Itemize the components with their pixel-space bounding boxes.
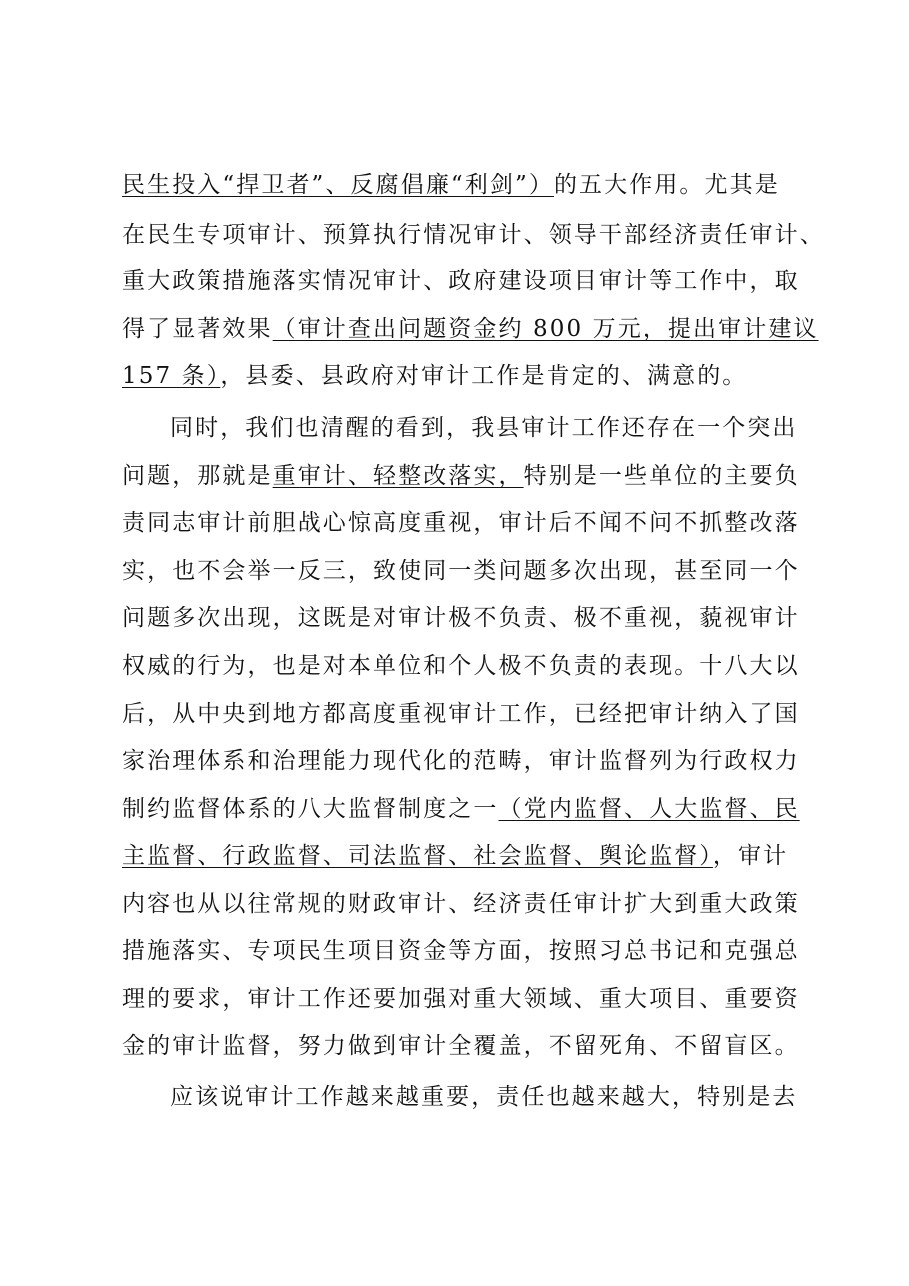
text-line: 内容也从以往常规的财政审计、经济责任审计扩大到重大政策 xyxy=(122,891,800,917)
text-line: 理的要求，审计工作还要加强对重大领域、重大项目、重要资 xyxy=(122,986,800,1012)
paragraph-first-line: 同时，我们也清醒的看到，我县审计工作还存在一个突出 xyxy=(170,415,798,441)
text-line: 主监督、行政监督、司法监督、社会监督、舆论监督），审计 xyxy=(122,843,789,869)
text-line: 后，从中央到地方都高度重视审计工作，已经把审计纳入了国 xyxy=(122,701,800,727)
text-line: 问题，那就是重审计、轻整改落实，特别是一些单位的主要负 xyxy=(122,463,800,489)
underlined-text: 主监督、行政监督、司法监督、社会监督、舆论监督） xyxy=(122,843,713,869)
underlined-text: 民生投入“捍卫者”、反腐倡廉“利剑”） xyxy=(122,172,554,198)
underlined-text: 157 条） xyxy=(122,363,221,389)
underlined-text: （审计查出问题资金约 800 万元，提出审计建议 xyxy=(272,316,819,342)
underlined-text: （党内监督、人大监督、民 xyxy=(498,796,800,822)
text-line: 家治理体系和治理能力现代化的范畴，审计监督列为行政权力 xyxy=(122,748,800,774)
text-line: 实，也不会举一反三，致使同一类问题多次出现，甚至同一个 xyxy=(122,558,800,584)
text-line: 在民生专项审计、预算执行情况审计、领导干部经济责任审计、 xyxy=(122,222,825,248)
underlined-text: 重审计、轻整改落实， xyxy=(272,463,524,489)
text-line: 重大政策措施落实情况审计、政府建设项目审计等工作中，取 xyxy=(122,268,800,294)
text-line: 权威的行为，也是对本单位和个人极不负责的表现。十八大以 xyxy=(122,653,800,679)
text-line: 措施落实、专项民生项目资金等方面，按照习总书记和克强总 xyxy=(122,938,800,964)
text-line: 责同志审计前胆战心惊高度重视，审计后不闻不问不抓整改落 xyxy=(122,510,800,536)
text-line: 得了显著效果（审计查出问题资金约 800 万元，提出审计建议 xyxy=(122,316,819,342)
text-line: 157 条），县委、县政府对审计工作是肯定的、满意的。 xyxy=(122,363,748,389)
paragraph-first-line: 应该说审计工作越来越重要，责任也越来越大，特别是去 xyxy=(170,1084,798,1110)
text-line: 问题多次出现，这既是对审计极不负责、极不重视，藐视审计 xyxy=(122,605,800,631)
text-line: 民生投入“捍卫者”、反腐倡廉“利剑”）的五大作用。尤其是 xyxy=(122,172,780,198)
text-line: 制约监督体系的八大监督制度之一（党内监督、人大监督、民 xyxy=(122,796,800,822)
text-line: 金的审计监督，努力做到审计全覆盖，不留死角、不留盲区。 xyxy=(122,1033,800,1059)
